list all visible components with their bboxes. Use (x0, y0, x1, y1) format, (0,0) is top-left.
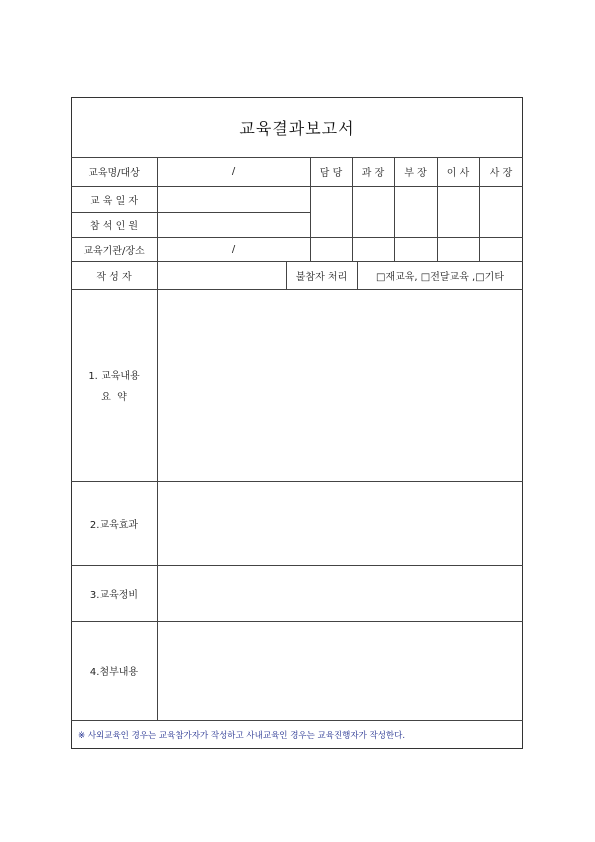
course-target-label: 교육명/대상 (88, 168, 140, 179)
approval-sign-director[interactable] (437, 186, 479, 237)
approval-sign-dept-head[interactable] (394, 186, 437, 237)
approval-header-dept-head: 부 장 (404, 168, 427, 179)
approval-header-staff: 담 당 (319, 168, 343, 179)
attendees-field[interactable] (157, 212, 310, 237)
section-attachment-content[interactable] (157, 621, 523, 720)
section-effect-label: 2.교육효과 (89, 519, 139, 531)
approval-header-director: 이 사 (446, 168, 470, 179)
section-effect-content[interactable] (157, 481, 523, 565)
section-summary-label-line1: 1. 교육내용 (88, 371, 140, 382)
section-arrangement-content[interactable] (157, 565, 523, 621)
absentee-options[interactable]: □재교육, □전달교육 ,□기타 (376, 271, 504, 283)
approval-sign-manager[interactable] (352, 186, 394, 237)
section-summary-content[interactable] (157, 289, 523, 481)
section-arrangement-label: 3.교육정비 (89, 589, 139, 601)
absentee-label: 불참자 처리 (295, 271, 348, 283)
institution-place-label: 교육기관/장소 (83, 245, 145, 257)
author-field[interactable] (157, 261, 286, 289)
approval-sign-staff[interactable] (310, 186, 352, 237)
section-summary-label (71, 289, 157, 481)
author-label: 작 성 자 (96, 271, 132, 283)
date-field[interactable] (157, 186, 310, 212)
date-label: 교 육 일 자 (89, 195, 139, 207)
attendees-label: 참 석 인 원 (89, 221, 139, 232)
course-target-field[interactable]: / (231, 166, 236, 177)
section-attachment-label: 4.첨부내용 (89, 667, 139, 678)
approval-sign-president[interactable] (479, 186, 523, 237)
page-title: 교육결과보고서 (239, 118, 355, 138)
approval-header-manager: 과 장 (361, 168, 385, 179)
footnote: ※ 사외교육인 경우는 교육참가자가 작성하고 사내교육인 경우는 교육진행자가 작성한다. (78, 730, 406, 741)
institution-place-field[interactable]: / (231, 243, 236, 255)
approval-header-president: 사 장 (489, 168, 513, 179)
section-summary-label-line2: 요 약 (101, 392, 127, 403)
